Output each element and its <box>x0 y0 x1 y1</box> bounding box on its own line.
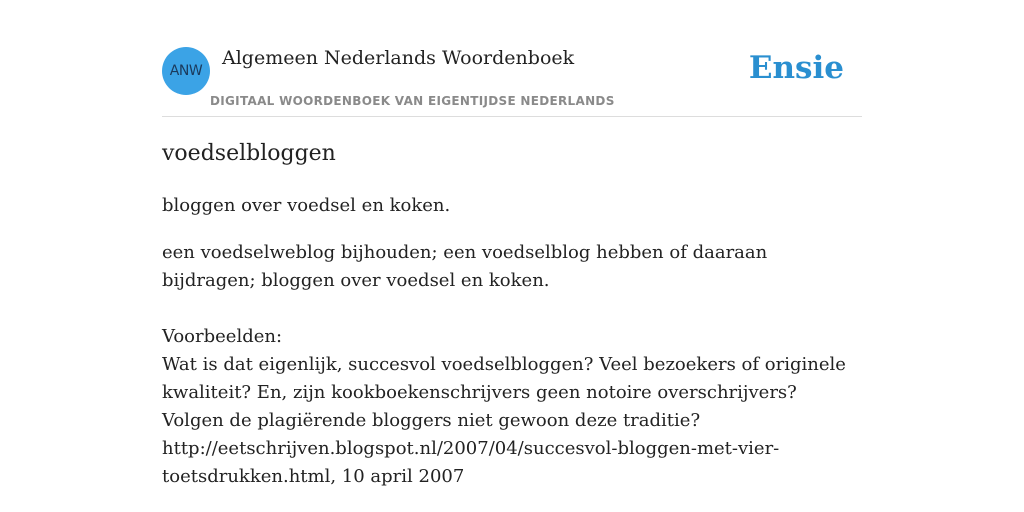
source-subtitle: DIGITAAL WOORDENBOEK VAN EIGENTIJDSE NEDERLANDS <box>210 94 615 108</box>
logo-text: ANW <box>169 63 203 79</box>
source-title[interactable]: Algemeen Nederlands Woordenboek <box>222 47 575 69</box>
header <box>162 44 862 117</box>
example-source: http://eetschrijven.blogspot.nl/2007/04/succesvol-bloggen-met-vier-toetsdrukken.html, 10 april 2007 <box>162 438 780 487</box>
entry-content <box>162 138 862 491</box>
description: een voedselweblog bijhouden; een voedselblog hebben of daaraan bijdragen; bloggen over voedsel en koken. <box>162 242 768 291</box>
anw-logo[interactable] <box>162 47 210 95</box>
example-text: Wat is dat eigenlijk, succesvol voedselbloggen? Veel bezoekers of originele kwaliteit? En, zijn kookboekenschrijvers geen notoire overschrijvers? Volgen de plagiërende bloggers niet gewoon deze traditie? <box>162 354 846 431</box>
ensie-logo[interactable]: Ensie <box>748 50 844 86</box>
definition: bloggen over voedsel en koken. <box>162 195 451 216</box>
page-title: voedselbloggen <box>162 141 336 166</box>
examples-label: Voorbeelden: <box>162 326 283 347</box>
